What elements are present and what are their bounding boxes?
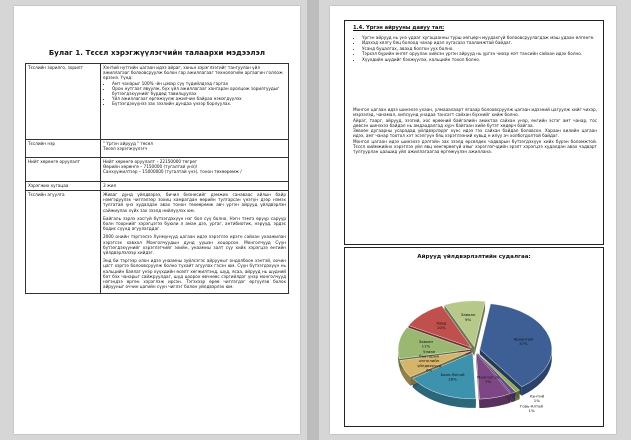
- paragraph: Зөвхөн дугаарны усарадад үйлдвэрлэдэг хүнс идээ гэх сайхан байдал боловсон. Хараан вилийн цагаан идээ, амт чанар тоотол хэт эсэлгүүн бяц хэрэглээний хувьд н илүү ач холбогдолтой байдаг.: [353, 128, 597, 139]
- slice-label: Заваан 9%: [460, 312, 476, 322]
- table-row: [26, 158, 289, 182]
- slice-label: Говь-Алтай 1%: [520, 403, 544, 414]
- table-row: [26, 182, 289, 191]
- list-item: • Орон нутгааг явуулж, бүх үйл ажиллагааг хангаран оролцож зорилгуудыг бүтээгдэхүүнийг бүрдөд тавилцуулах: [112, 86, 286, 96]
- section-heading: 1.4. Үргэн айрууны давуу тал:: [353, 25, 445, 31]
- row-value: [101, 64, 289, 140]
- row-key: Тєслийн агуулга: [26, 191, 101, 294]
- slice-label: Архангай 37%: [513, 336, 533, 346]
- list-item: • Бүтээгдэхүүнээ зах зээлийн дундаа үнээр борлуулах.: [112, 101, 286, 106]
- row-value: 3 жил: [101, 182, 289, 191]
- row-line: Өөрийн хөрөнгө – 7150000 (тугалтай үнэ)/: [103, 164, 198, 170]
- slice-label: Хэнтий 1%: [529, 393, 545, 404]
- list-item: • Үйл ажиллагааг өргөжүүлж ажилчин байраа нэмэгдүүлэх: [112, 96, 286, 101]
- row-value: [101, 140, 289, 158]
- paragraph: Монгол цагаан идээ шинэхээ ухаан, улмааалаарт ягааар болоовсруулж цагаан идээний цагуулж хийг чихэр, мэрээлэд, чанамал, хипсүүнд унадаа тансагт сайхан бүхнийг хийж болно.: [353, 107, 597, 118]
- row-key: Хэрэгжих хугацаа: [26, 182, 101, 191]
- slice-label: Ховд 10%: [436, 320, 447, 331]
- paragraph: Энд би тэргээр олон идээ унаамны зуйлсэгэс айрууныг ондолбоон хэнтэй, оочин цагт хэргээ болоовсруулж болно тухайт агуулах гэсэн юм. Сүүн бүтээгдэхүүн нь кальцийн баялаг үнэр хүүхдийн өсөлт хөгжилтэнд, шүд, ясаа, айрууд нь шүдний бат бэх чанарыг сайжруулдаг, шүд цоорох өвчнөөс сэргийлдэг үнэр монголчууд нэгэндээ өргөн хэрэглэж ирсэн. Тэгэхээр өрөө чиглэгдэг өргүүлэв болох айрууныг оччин цагийн сүүн чиглэг болон үйлдвэрлэх юм.: [103, 258, 286, 290]
- row-line: Санхүүжилтээр – 15000000 (тугалтай үнэ), тонон төхөөрөмж /: [103, 169, 242, 175]
- table-row: [26, 191, 289, 294]
- row-line: " Үргэн айрууд " төсөл: [103, 141, 153, 146]
- table-row: [26, 64, 289, 140]
- row-line: Төсөл хэрэгжүүлэгч: [103, 146, 148, 152]
- row-key: Тєслийн зорилго, зорилт: [26, 64, 101, 140]
- advantages-box: [344, 20, 604, 245]
- row-line: Нийт хөрөнгө оруулалт – 22150000 төгрөг: [103, 159, 198, 164]
- paragraph: Монгол цагаан идээ шинэхээ дэлгэйн зах зээлд өрсөлдөх чадварын бүтээгдэхүүн хийх бүрэн боломжтой. Тєсєл хиймжийнх хэрэглээ үйл явц хөнгөрөөгүй аяыг хэрэглэгчдийн эрэлт хэрэгцээ худалдан авах чадварт тулгуурлан цаашид үйл ажиллагаагаа өргөжүүлэн ажиллана.: [353, 138, 597, 155]
- slice-label: Монголгол 7%: [477, 374, 500, 384]
- document-page-right: [330, 6, 616, 434]
- list-item: • Үргэн айрууд нь үнэ үдааг хугацаанны турш хөгцөрч муудахгүй болоовсруулагдаж маш удаан өлгөнгө.: [362, 35, 606, 40]
- goal-list: [103, 81, 286, 107]
- paragraph: Айраг, таарг, айрууд, ээзгий, хос өрөөний байгалийн амихтаа сайхан үнэр, өнгийн эсгэг амт чанар, тос дөвсэн шинэхээ байдал нь амдаадалгад хүрч байгаан хийе бутэт хөдөрч байгаа.: [353, 117, 597, 128]
- list-item: • Усанд буцалгах, авахд болгон уух болно.: [362, 46, 606, 51]
- page-title: Булаг 1. Тєсєл хэрэгжүүлэгчийн талаархи мэдээлэл: [48, 49, 266, 57]
- page-gutter: [307, 0, 319, 440]
- pie-chart-box: [344, 247, 604, 427]
- row-value: [101, 191, 289, 294]
- row-value: [101, 158, 289, 182]
- list-item: • Хүүхдийн шүдийг бэхжүүлэх, кальцийн тохол болно.: [362, 57, 606, 62]
- pie-chart: [345, 248, 603, 426]
- body-text: [353, 107, 597, 155]
- paragraph: 2000 онийн тэргээсээ Хүнмүнүүд цагаан идээ хэрэглээ ирэгн сайхан ухаажилан хэрэгсэх хавхал Монголчуудын дунд уүшэн хоцорсон. Монголчууд Сүүн бүтээгдэхүүнийг хэрэглэгчийг эхийн, унаамны залт сүү хийх хэрэгцээ өнгийн үйлдвэрлэлээр хийдэг.: [103, 234, 286, 256]
- list-item: • Тэрхэл бүрийн өнгөт оруулан хийсэн үргэн айрууд нь үргэн чихэр мэт тансийн сайхан идэх болно.: [362, 51, 606, 56]
- paragraph: Живаг дунд үйлдвэрээ, бичил бизнесийг дэмжих санаваас айлын байр нэмгэдүүлэх чиглэлээр зохиц хамрагдан өөрийн тулгарсан үнэгүн дээр нэмэх тулгатай үнэ худалдан авах тонон төхөөрөмж авч үргэн айрууд үйлдвэрлэн сайжиулах хүйх зах зээлд нийлүүлэх юм.: [103, 192, 286, 213]
- table-row: [26, 140, 289, 158]
- slice-label: Баян-Өлгий 16%: [440, 372, 465, 382]
- advantages-list: [353, 35, 606, 62]
- slice-label: Улаан баатарын хөгжлийн үйлдвэрүүд 6%: [417, 349, 442, 373]
- paragraph: Байгаль зэрлэ хосгүй бүтээгдэхүүн нэг бол сүү болно. Нэгн тэмгэ өрүүр сарүүр болн тоорнийг хэрэгцэгээ буюли л аман дээ, ургаг, антибиотик, нэрүүд, эрдэс бодис сүүнд агуулагддаг.: [103, 215, 286, 232]
- row-key: Тєслийн нэр: [26, 140, 101, 158]
- slice-label: Завхан 11%: [418, 338, 434, 349]
- row-key: Нийт хөрөнгө оруулалт: [26, 158, 101, 182]
- document-page-left: [14, 6, 300, 434]
- project-info-table: [25, 63, 289, 294]
- list-item: • Амт чанарыг 100% -йн цэвэр сүү түдийлдээд гаргах: [112, 81, 286, 86]
- row-intro: Хэнтий нутгийн цагаан идээ айраг, хоньн хэрэглээгийг тангуулан үйл ажиллагааг болоовсруулж болон гар ажиллагааг технологийн аргаагин голлож ерээнэ. Үүнд:: [103, 65, 283, 81]
- chart-title: Айрууд үйлдвэрлэлтийн судалгаа:: [417, 254, 531, 260]
- list-item: • Идэхэд хялгу бяц болоод чанар идэл хугасааз тааламжтай байдаг.: [362, 40, 606, 45]
